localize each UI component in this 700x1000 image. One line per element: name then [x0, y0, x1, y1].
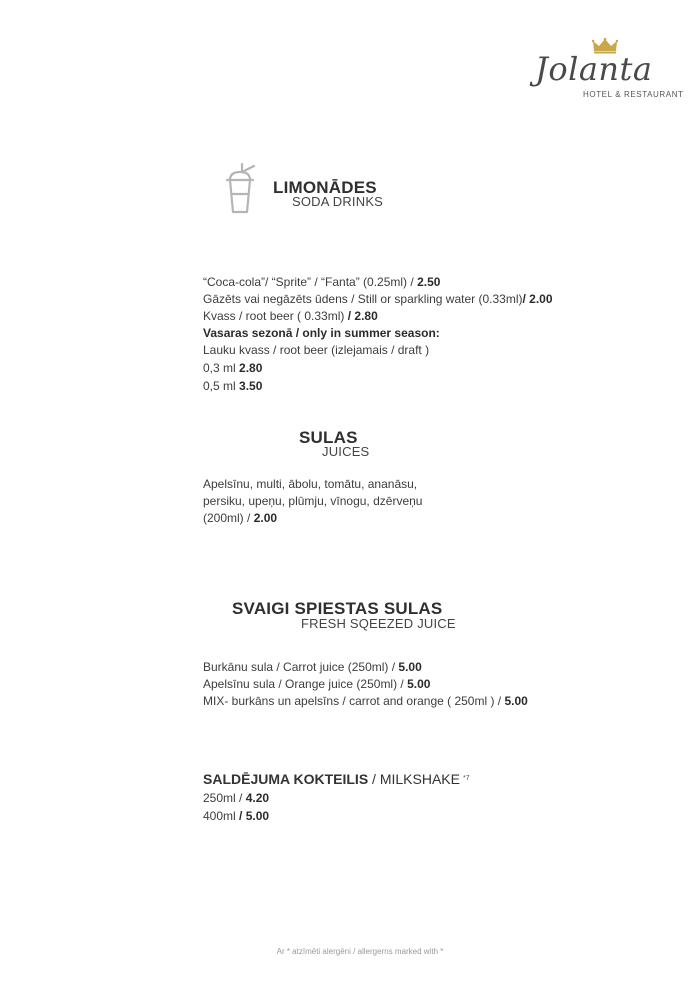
allergen-marker: *7 — [462, 775, 470, 782]
section-subtitle-fresh-juice: FRESH SQEEZED JUICE — [301, 616, 456, 631]
item-price: 3.50 — [239, 379, 263, 393]
item-text: Apelsīnu sula / Orange juice (250ml) / — [203, 677, 408, 691]
item-text: Gāzēts vai negāzēts ūdens / Still or sparkling water (0.33ml) — [203, 292, 523, 306]
juice-price-line — [203, 510, 277, 526]
juice-list-line-2: persiku, upeņu, plūmju, vīnogu, dzērveņu — [203, 494, 423, 508]
section-subtitle-juices: JUICES — [322, 444, 370, 459]
menu-item-carrot-juice — [203, 659, 422, 675]
item-text: 400ml — [203, 809, 240, 823]
menu-item-kvass — [203, 308, 378, 324]
item-text: “Coca-cola”/ “Sprite” / “Fanta” (0.25ml) / — [203, 275, 418, 289]
menu-item-milkshake-400 — [203, 808, 269, 824]
logo-subtitle: HOTEL & RESTAURANT — [583, 90, 684, 99]
section-title-limonades: LIMONĀDES — [273, 178, 377, 197]
logo-name: Jolanta — [535, 50, 653, 88]
item-text: 0,5 ml — [203, 379, 240, 393]
item-text: 250ml / — [203, 791, 246, 805]
section-subtitle-soda-drinks: SODA DRINKS — [292, 194, 384, 209]
soda-cup-icon — [220, 160, 260, 216]
section-title-svaigi: SVAIGI SPIESTAS SULAS — [232, 599, 443, 618]
item-text: MIX- burkāns un apelsīns / carrot and orange ( 250ml ) / — [203, 694, 505, 708]
summer-season-note: Vasaras sezonā / only in summer season: — [203, 326, 440, 340]
menu-item-cola — [203, 274, 440, 290]
milkshake-title-en: / MILKSHAKE — [368, 771, 460, 787]
menu-item-orange-juice — [203, 676, 430, 692]
item-price: / 2.00 — [522, 292, 553, 306]
juice-list-line-1: Apelsīnu, multi, ābolu, tomātu, ananāsu, — [203, 477, 418, 491]
item-text: 0,3 ml — [203, 361, 240, 375]
section-title-milkshake — [203, 771, 470, 787]
item-price: 2.50 — [417, 275, 441, 289]
item-text: Burkānu sula / Carrot juice (250ml) / — [203, 660, 399, 674]
menu-item-milkshake-250 — [203, 790, 269, 806]
item-price: 5.00 — [504, 694, 528, 708]
allergen-footer-note: Ar * atzīmēti alergēni / allergerns marked with * — [276, 947, 444, 956]
section-title-sulas: SULAS — [299, 428, 358, 447]
milkshake-title-lv: SALDĒJUMA KOKTEILIS — [203, 771, 369, 787]
menu-item-water — [203, 291, 553, 307]
item-price: 5.00 — [398, 660, 422, 674]
item-price: 5.00 — [407, 677, 431, 691]
item-text: (200ml) / — [203, 511, 254, 525]
item-price: 2.00 — [253, 511, 278, 525]
menu-item-draft-kvass: Lauku kvass / root beer (izlejamais / draft ) — [203, 343, 430, 357]
item-price: / 2.80 — [347, 309, 378, 323]
hotel-logo — [535, 38, 684, 110]
menu-item-kvass-05 — [203, 378, 262, 394]
menu-item-kvass-03 — [203, 360, 262, 376]
item-price: / 5.00 — [239, 809, 270, 823]
menu-item-mix-juice — [203, 693, 528, 709]
item-text: Kvass / root beer ( 0.33ml) — [203, 309, 348, 323]
item-price: 2.80 — [239, 361, 263, 375]
item-price: 4.20 — [245, 791, 270, 805]
